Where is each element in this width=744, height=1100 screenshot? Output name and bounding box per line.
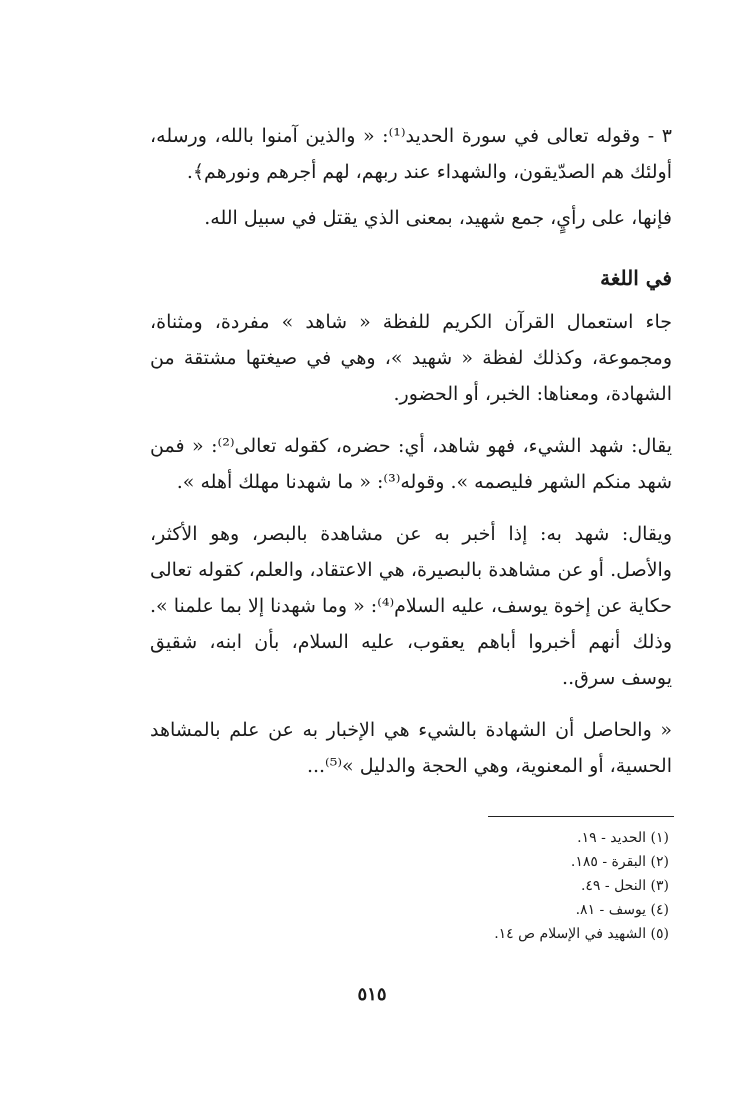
- paragraph-testimony-meaning: ويقال: شهد به: إذا أخبر به عن مشاهدة بالبصر، وهو الأكثر، والأصل. أو عن مشاهدة بالبصيرة، هي الاعتقاد، والعلم، كقوله تعالى حكاية عن إخوة يوسف، عليه السلام⁽⁴⁾: « وما شهدنا إلا بما علمنا ». وذلك أنهم أخبروا أباهم يعقوب، عليه السلام، بأن ابنه، شقيق يوسف سرق..: [150, 523, 672, 689]
- page-body: [150, 118, 672, 784]
- footnote-divider: [488, 816, 674, 817]
- footnote-5: (٥) الشهيد في الإسلام ص ١٤.: [494, 926, 669, 942]
- footnote-1: (١) الحديد - ١٩.: [577, 830, 669, 846]
- paragraph-shahida-meaning: يقال: شهد الشيء، فهو شاهد، أي: حضره، كقوله تعالى⁽²⁾: « فمن شهد منكم الشهر فليصمه ». وقوله⁽³⁾: « ما شهدنا مهلك أهله ».: [150, 435, 672, 493]
- footnotes: [369, 826, 669, 946]
- paragraph-usage: جاء استعمال القرآن الكريم للفظة « شاهد » مفردة، ومثناة، ومجموعة، وكذلك لفظة « شهيد »، وهي في صيغتها مشتقة من الشهادة، ومعناها: الخبر، أو الحضور.: [150, 311, 672, 405]
- section-heading: في اللغة: [600, 266, 672, 290]
- paragraph-conclusion: « والحاصل أن الشهادة بالشيء هي الإخبار به عن علم بالمشاهد الحسية، أو المعنوية، وهي الحجة والدليل »⁽⁵⁾...: [150, 719, 672, 777]
- paragraph-commentary: فإنها، على رأيٍ، جمع شهيد، بمعنى الذي يقتل في سبيل الله.: [204, 207, 672, 229]
- footnote-4: (٤) يوسف - ٨١.: [575, 902, 669, 918]
- footnote-3: (٣) النحل - ٤٩.: [580, 878, 669, 894]
- paragraph-verse-3: ٣ - وقوله تعالى في سورة الحديد⁽¹⁾: « والذين آمنوا بالله، ورسله، أولئك هم الصدّيقون، والشهداء عند ربهم، لهم أجرهم ونورهم﴾.: [150, 125, 673, 183]
- page-number: ٥١٥: [357, 984, 387, 1005]
- footnote-2: (٢) البقرة - ١٨٥.: [570, 854, 669, 870]
